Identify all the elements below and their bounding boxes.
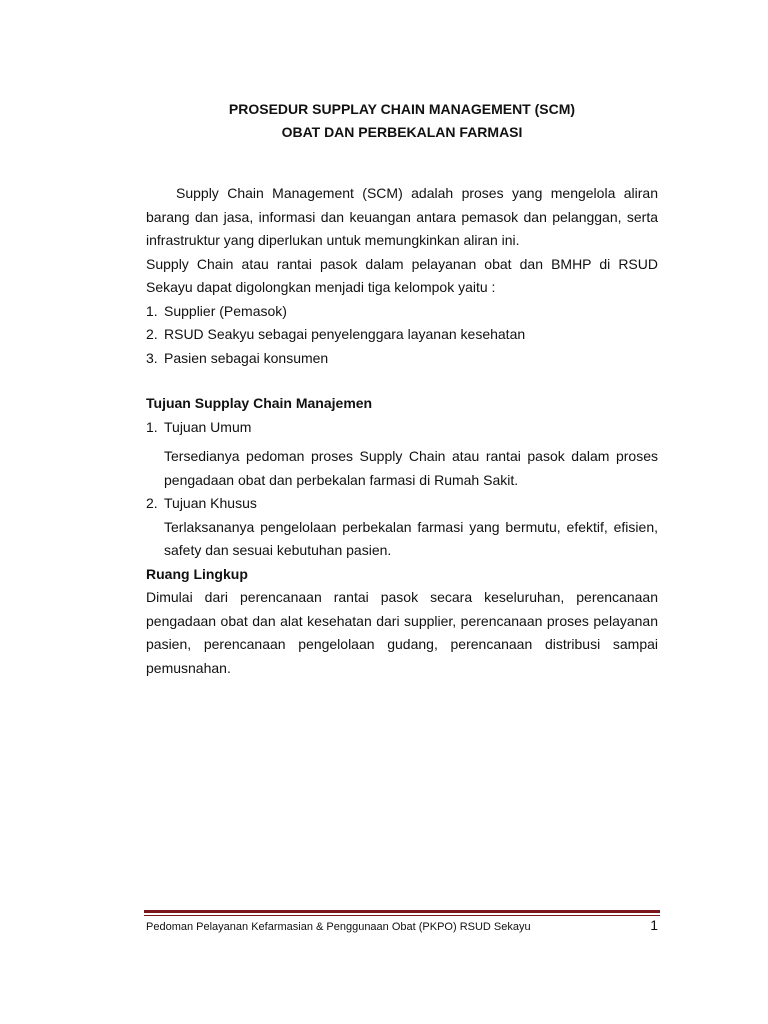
title-line-2: OBAT DAN PERBEKALAN FARMASI: [281, 124, 523, 140]
list-item: [146, 416, 658, 440]
list-text: Tujuan Khusus: [164, 495, 257, 511]
tujuan-list: [146, 416, 658, 440]
list-number: 1.: [146, 418, 158, 435]
page-number: 1: [650, 917, 658, 933]
title-line-1: PROSEDUR SUPPLAY CHAIN MANAGEMENT (SCM): [228, 101, 576, 117]
tujuan-list: [146, 492, 658, 516]
tujuan-heading: Tujuan Supplay Chain Manajemen: [146, 395, 373, 411]
ruang-text: Dimulai dari perencanaan rantai pasok secara keseluruhan, perencanaan pengadaan obat dan alat kesehatan dari supplier, perencanaan proses pelayanan pasien, perencanaan pengelolaan gudang, perencanaan distribusi sampai pemusnahan.: [146, 589, 658, 676]
list-number: 2.: [146, 495, 158, 511]
list-item: [146, 323, 658, 347]
document-body: [146, 98, 658, 680]
list-number: 1.: [146, 302, 158, 319]
tujuan-khusus-text: Terlaksananya pengelolaan perbekalan farmasi yang bermutu, efektif, efisien, safety dan sesuai kebutuhan pasien.: [164, 518, 658, 558]
footer-rule-thick: [144, 910, 660, 913]
list-number: 2.: [146, 326, 158, 342]
footer-text: Pedoman Pelayanan Kefarmasian & Penggunaan Obat (PKPO) RSUD Sekayu: [146, 921, 531, 933]
group-list: [146, 300, 658, 371]
list-text: RSUD Seakyu sebagai penyelenggara layanan kesehatan: [164, 326, 526, 342]
document-title: [146, 98, 658, 144]
spacer: [146, 370, 658, 392]
list-text: Tujuan Umum: [164, 418, 252, 435]
list-number: 3.: [146, 349, 158, 366]
list-item: [146, 347, 658, 371]
second-paragraph: Supply Chain atau rantai pasok dalam pelayanan obat dan BMHP di RSUD Sekayu dapat digolongkan menjadi tiga kelompok yaitu :: [146, 255, 658, 295]
list-item: [146, 300, 658, 324]
ruang-heading: Ruang Lingkup: [146, 565, 248, 582]
tujuan-umum-text: Tersedianya pedoman proses Supply Chain atau rantai pasok dalam proses pengadaan obat dan perbekalan farmasi di Rumah Sakit.: [164, 448, 658, 488]
list-text: Supplier (Pemasok): [164, 302, 287, 319]
spacer: [146, 144, 658, 182]
footer-rule-thin: [144, 915, 660, 916]
intro-paragraph: Supply Chain Management (SCM) adalah proses yang mengelola aliran barang dan jasa, informasi dan keuangan antara pemasok dan pelanggan, serta infrastruktur yang diperlukan untuk memungkinkan aliran ini.: [146, 185, 658, 248]
list-text: Pasien sebagai konsumen: [164, 349, 329, 366]
list-item: [146, 492, 658, 516]
